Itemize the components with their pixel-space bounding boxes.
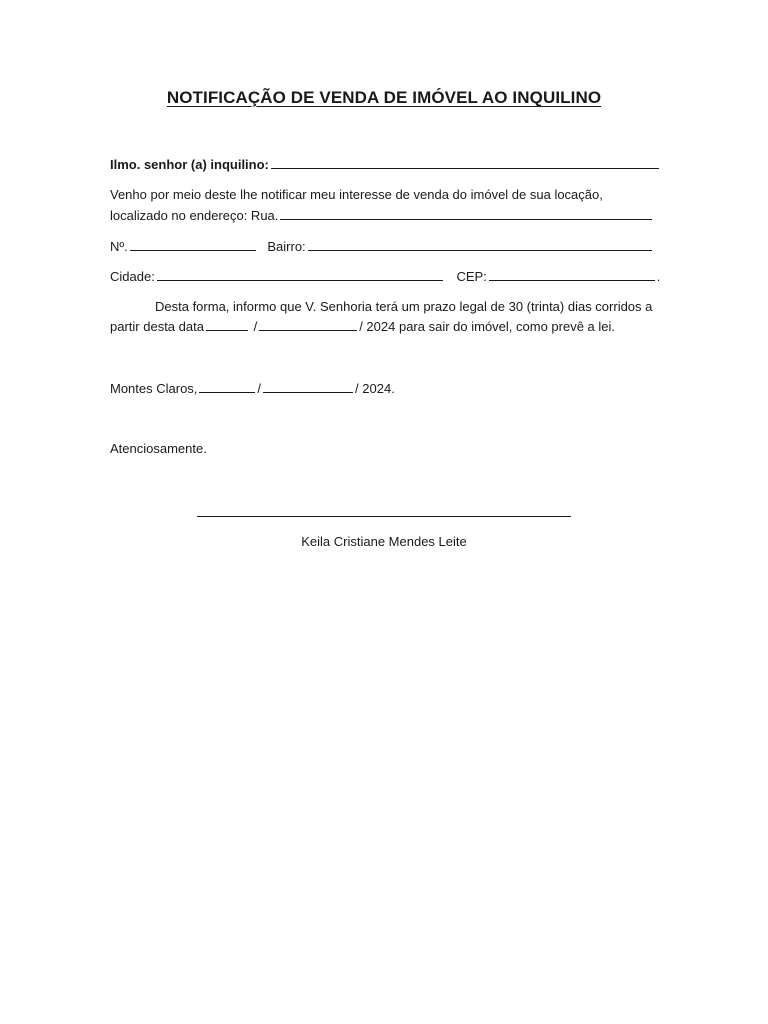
document-title: NOTIFICAÇÃO DE VENDA DE IMÓVEL AO INQUILINO (166, 88, 602, 107)
paragraph2-line2 (110, 318, 615, 335)
place-date-sep: / (257, 381, 262, 396)
deadline-month-blank (259, 318, 357, 331)
closing-text: Atenciosamente. (110, 441, 207, 456)
deadline-day-blank (206, 318, 248, 331)
addressee-line (110, 156, 661, 173)
place-date-end: / 2024. (355, 381, 395, 396)
paragraph1-line1: Venho por meio deste lhe notificar meu interesse de venda do imóvel de sua locação, (110, 187, 603, 202)
address-label: localizado no endereço: Rua. (110, 208, 279, 223)
neighborhood-blank (308, 238, 652, 251)
neighborhood-label: Bairro: (267, 239, 306, 254)
date-month-blank (263, 380, 353, 393)
date-day-blank (199, 380, 255, 393)
number-neighborhood-line (110, 238, 654, 255)
signature-line (197, 516, 571, 517)
addressee-label: Ilmo. senhor (a) inquilino: (110, 157, 269, 172)
deadline-sep: / (253, 319, 258, 334)
number-blank (130, 238, 256, 251)
city-label: Cidade: (110, 269, 155, 284)
place-date-start: Montes Claros, (110, 381, 198, 396)
address-blank (280, 207, 652, 220)
paragraph1-line2 (110, 207, 654, 224)
city-zip-line (110, 268, 660, 285)
zip-blank (489, 268, 655, 281)
city-blank (157, 268, 443, 281)
deadline-start: partir desta data (110, 319, 204, 334)
zip-end: . (656, 269, 661, 284)
paragraph2-line1: Desta forma, informo que V. Senhoria terá um prazo legal de 30 (trinta) dias corridos a (155, 299, 653, 314)
addressee-blank (271, 156, 659, 169)
place-date-line (110, 380, 395, 397)
deadline-end: / 2024 para sair do imóvel, como prevê a lei. (359, 319, 616, 334)
number-label: Nº. (110, 239, 128, 254)
zip-label: CEP: (456, 269, 487, 284)
signer-name: Keila Cristiane Mendes Leite (301, 534, 467, 549)
